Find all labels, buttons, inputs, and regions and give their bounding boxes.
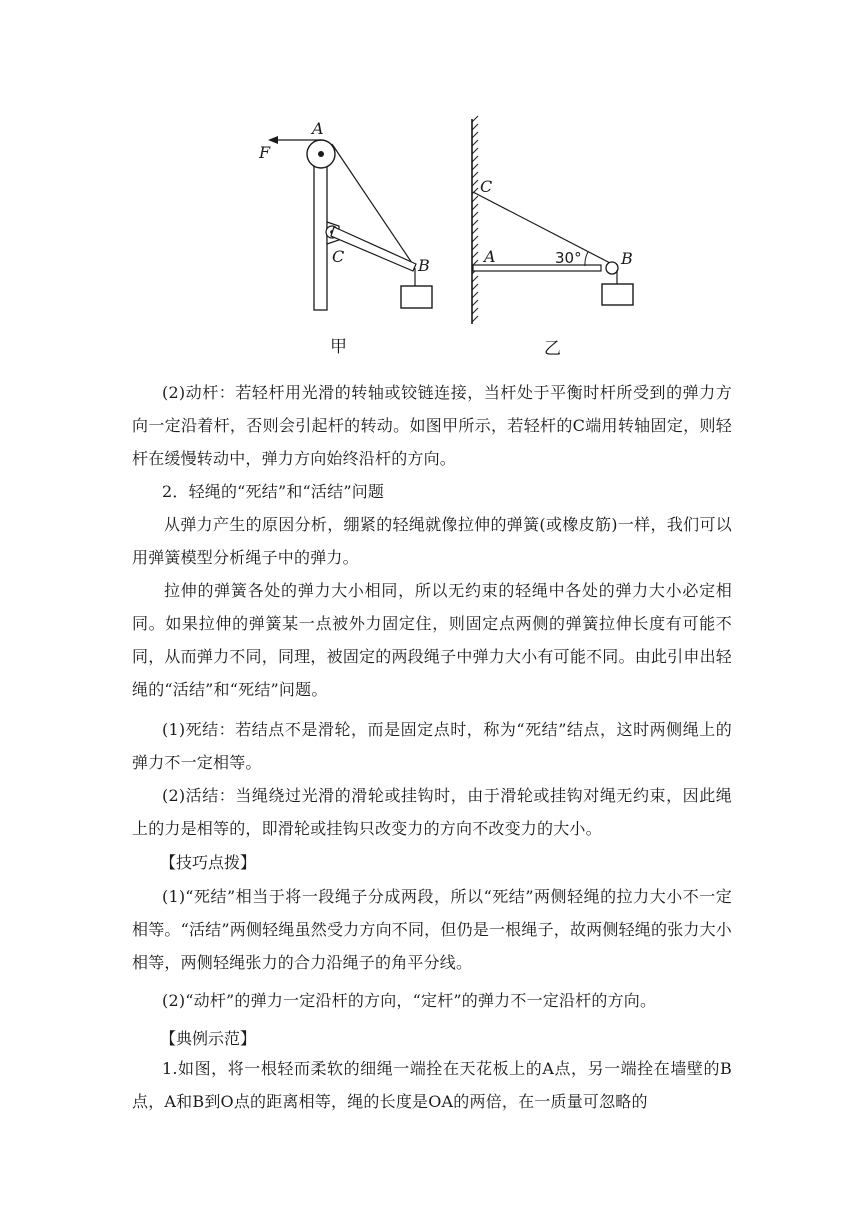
paragraph-spring-force: 拉伸的弹簧各处的弹力大小相同，所以无约束的轻绳中各处的弹力大小必定相同。如果拉伸的弹簧某一点被外力固定住，则固定点两侧的弹簧拉伸长度有可能不同，从而弹力不同，同理，被固定的两段绳子中弹力大小有可能不同。由此引申出轻绳的“活结”和“死结”问题。 (132, 581, 732, 699)
figure-svg (244, 104, 652, 366)
label-c-yi: C (480, 177, 493, 196)
wall-hatching (472, 116, 478, 322)
section-heading-knots: 2．轻绳的“死结”和“活结”问题 (162, 482, 385, 501)
angle-label: 30° (555, 249, 582, 267)
vertical-rod (314, 164, 327, 310)
paragraph-example-1: 1.如图，将一根轻而柔软的细绳一端拴在天花板上的A点，另一端拴在墙壁的B点，A和B到O点的距离相等，绳的长度是OA的两倍，在一质量可忽略的 (132, 1059, 732, 1111)
physics-figure (244, 104, 652, 366)
example-heading: 【典例示范】 (160, 1029, 257, 1048)
angle-arc (585, 252, 588, 266)
paragraph-live-knot: (2)活结：当绳绕过光滑的滑轮或挂钩时，由于滑轮或挂钩对绳无约束，因此绳上的力是相等的，即滑轮或挂钩只改变力的方向不改变力的大小。 (132, 786, 732, 838)
paragraph-tip-1: (1)“死结”相当于将一段绳子分成两段，所以“死结”两侧轻绳的拉力大小不一定相等。“活结”两侧轻绳虽然受力方向不同，但仍是一根绳子，故两侧轻绳的张力大小相等，两侧轻绳张力的合力沿绳子的角平分线。 (132, 887, 732, 972)
pulley-b (606, 262, 618, 274)
weight-jia (401, 286, 432, 308)
paragraph-dead-knot: (1)死结：若结点不是滑轮，而是固定点时，称为“死结”结点，这时两侧绳上的弹力不一定相等。 (132, 720, 732, 772)
caption-yi: 乙 (544, 339, 561, 359)
label-c-jia: C (332, 247, 345, 266)
paragraph-moving-rod: (2)动杆：若轻杆用光滑的转轴或铰链连接，当杆处于平衡时杆所受到的弹力方向一定沿着杆，否则会引起杆的转动。如图甲所示，若轻杆的C端用转轴固定，则轻杆在缓慢转动中，弹力方向始终沿杆的方向。 (132, 383, 732, 468)
figure-jia (258, 119, 432, 357)
label-a-jia: A (312, 119, 324, 138)
label-a-yi: A (484, 247, 496, 266)
label-b-jia: B (418, 256, 430, 275)
paragraph-tip-2: (2)“动杆”的弹力一定沿杆的方向，“定杆”的弹力不一定沿杆的方向。 (162, 991, 657, 1010)
figure-yi (472, 116, 633, 359)
weight-yi (602, 284, 633, 305)
tips-heading: 【技巧点拨】 (160, 853, 257, 872)
caption-jia: 甲 (330, 337, 347, 357)
pulley-a-axle (318, 151, 324, 157)
paragraph-spring-model: 从弹力产生的原因分析，绷紧的轻绳就像拉伸的弹簧(或橡皮筋)一样，我们可以用弹簧模型分析绳子中的弹力。 (132, 515, 732, 567)
label-f: F (259, 143, 271, 162)
label-b-yi: B (621, 249, 633, 268)
